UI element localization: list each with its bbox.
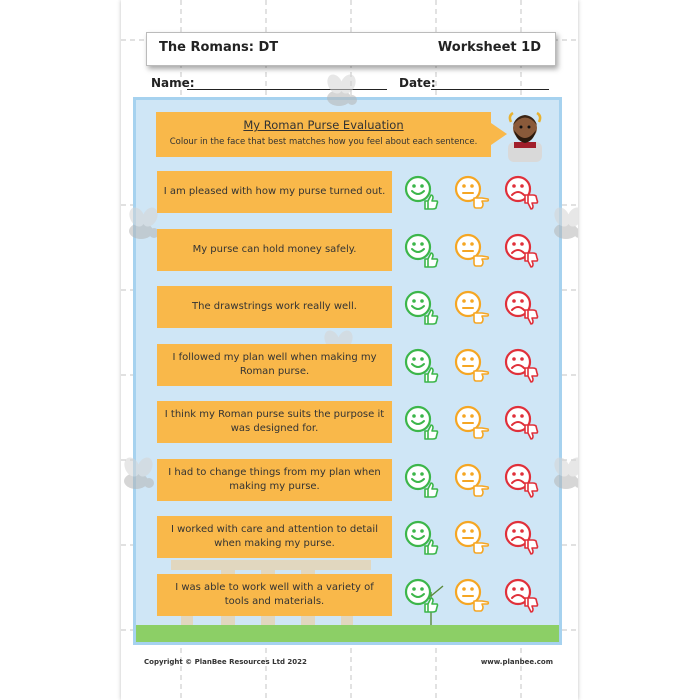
bee-watermark-icon <box>546 205 578 245</box>
thumbs-down-icon <box>522 193 540 211</box>
statement-card <box>157 171 392 213</box>
pointing-hand-icon <box>472 596 490 614</box>
thumbs-up-icon <box>422 538 440 556</box>
copyright-notice: Copyright © PlanBee Resources Ltd 2022 <box>144 658 307 666</box>
evaluation-instructions: Colour in the face that best matches how you feel about each sentence. <box>169 137 478 147</box>
statement-card <box>157 286 392 328</box>
pointing-hand-icon <box>472 481 490 499</box>
evaluation-title: My Roman Purse Evaluation <box>243 118 404 132</box>
statement-text: I think my Roman purse suits the purpose it was designed for. <box>164 409 385 434</box>
thumbs-up-icon <box>422 366 440 384</box>
pointing-hand-icon <box>472 251 490 269</box>
pointing-hand-icon <box>472 366 490 384</box>
statement-card <box>157 574 392 616</box>
bee-watermark-icon <box>121 455 162 495</box>
statement-text: I followed my plan well when making my Roman purse. <box>172 351 377 377</box>
worksheet-number: Worksheet 1D <box>437 40 541 55</box>
statement-card <box>157 459 392 501</box>
name-label: Name: <box>151 76 195 90</box>
statement-text: I am pleased with how my purse turned out. <box>163 186 386 197</box>
thumbs-down-icon <box>522 538 540 556</box>
bee-watermark-icon <box>319 72 365 112</box>
statement-card <box>157 516 392 558</box>
statement-text: The drawstrings work really well. <box>192 301 357 312</box>
thumbs-up-icon <box>422 308 440 326</box>
thumbs-up-icon <box>422 481 440 499</box>
pointing-hand-icon <box>472 308 490 326</box>
bee-watermark-icon <box>546 455 578 495</box>
statement-text: My purse can hold money safely. <box>192 243 357 255</box>
thumbs-down-icon <box>522 481 540 499</box>
thumbs-down-icon <box>522 366 540 384</box>
statement-card <box>157 401 392 443</box>
thumbs-up-icon <box>422 251 440 269</box>
statement-card <box>157 229 392 271</box>
thumbs-down-icon <box>522 596 540 614</box>
roman-character-avatar <box>504 108 546 162</box>
thumbs-down-icon <box>522 251 540 269</box>
statement-text: I worked with care and attention to detail when making my purse. <box>170 524 378 549</box>
date-label: Date: <box>399 76 436 90</box>
worksheet-topic: The Romans: DT <box>159 40 279 55</box>
website-link[interactable]: www.planbee.com <box>480 658 553 666</box>
thumbs-up-icon <box>422 193 440 211</box>
pointing-hand-icon <box>472 193 490 211</box>
thumbs-down-icon <box>522 423 540 441</box>
pointing-hand-icon <box>472 538 490 556</box>
thumbs-up-icon <box>422 596 440 614</box>
thumbs-up-icon <box>422 423 440 441</box>
evaluation-header <box>156 112 491 157</box>
pointing-hand-icon <box>472 423 490 441</box>
statement-card <box>157 344 392 386</box>
statement-text: I was able to work well with a variety of tools and materials. <box>175 581 374 607</box>
thumbs-down-icon <box>522 308 540 326</box>
worksheet-page <box>121 0 578 700</box>
statement-text: I had to change things from my plan when making my purse. <box>168 466 381 492</box>
